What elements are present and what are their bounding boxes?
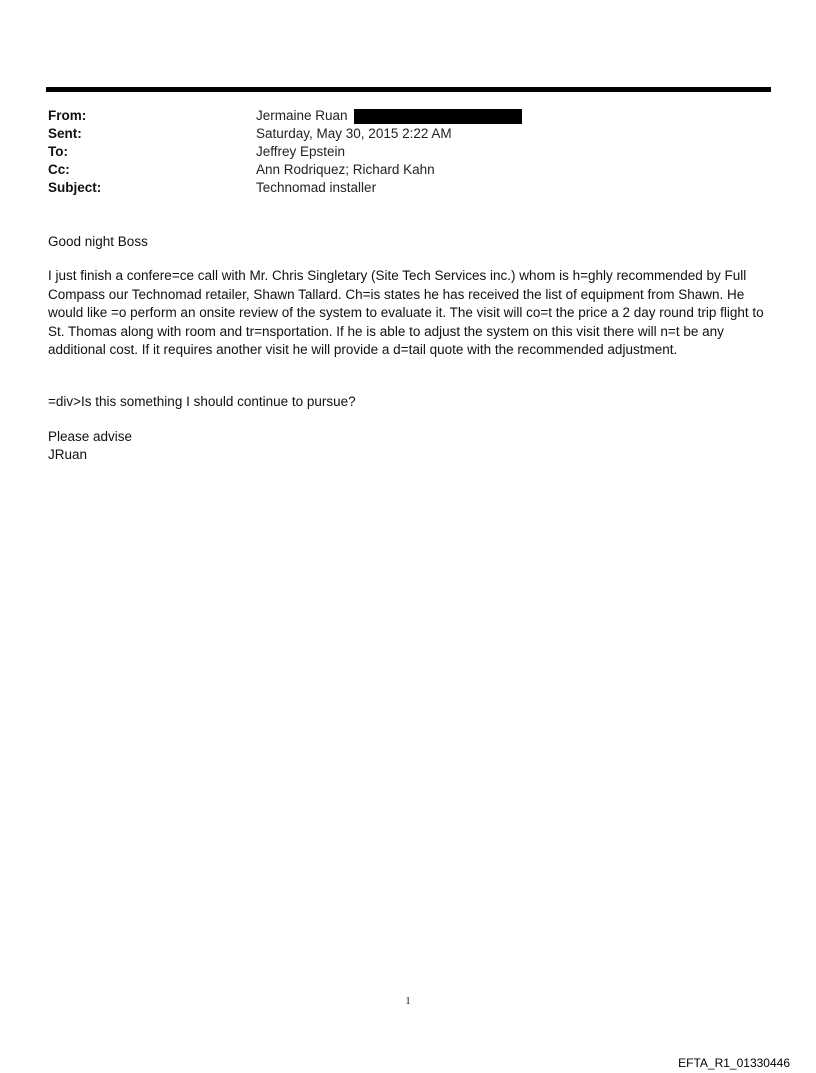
cc-row — [48, 161, 768, 179]
email-header — [48, 107, 768, 197]
cc-label: Cc: — [48, 162, 70, 177]
subject-row — [48, 179, 768, 197]
sent-label: Sent: — [48, 126, 82, 141]
from-value — [256, 107, 522, 125]
greeting: Good night Boss — [48, 234, 148, 249]
page-number: 1 — [405, 995, 411, 1007]
from-label: From: — [48, 108, 87, 123]
sent-value: Saturday, May 30, 2015 2:22 AM — [256, 126, 452, 141]
to-row — [48, 143, 768, 161]
email-body — [48, 233, 768, 465]
document-id: EFTA_R1_01330446 — [678, 1056, 790, 1070]
from-row — [48, 107, 768, 125]
subject-value: Technomad installer — [256, 180, 377, 195]
to-label: To: — [48, 144, 68, 159]
cc-value: Ann Rodriquez; Richard Kahn — [256, 162, 435, 177]
to-value: Jeffrey Epstein — [256, 144, 346, 159]
subject-label: Subject: — [48, 180, 102, 195]
header-divider — [46, 87, 771, 92]
body-paragraph: I just finish a confere=ce call with Mr. Chris Singletary (Site Tech Services inc.) whom is h=ghly recommended by Full Compass our Technomad retailer, Shawn Tallard. Ch=is states he has received the list of equipment from Shawn. He would like =o perform an onsite review of the system to evaluate it. The visit will co=t the price a 2 day round trip flight to St. Thomas along with room and tr=nsportation. If he is able to adjust the system on this visit there will n=t be any additional cost. If it requires another visit he will provide a d=tail quote with the recommended adjustment. — [48, 268, 764, 358]
redaction-block — [354, 109, 522, 124]
signature: JRuan — [48, 447, 88, 463]
sent-row — [48, 125, 768, 143]
question-line: =div>Is this something I should continue to pursue? — [48, 394, 356, 410]
sender-name: Jermaine Ruan — [256, 108, 348, 123]
closing-line: Please advise — [48, 428, 133, 444]
